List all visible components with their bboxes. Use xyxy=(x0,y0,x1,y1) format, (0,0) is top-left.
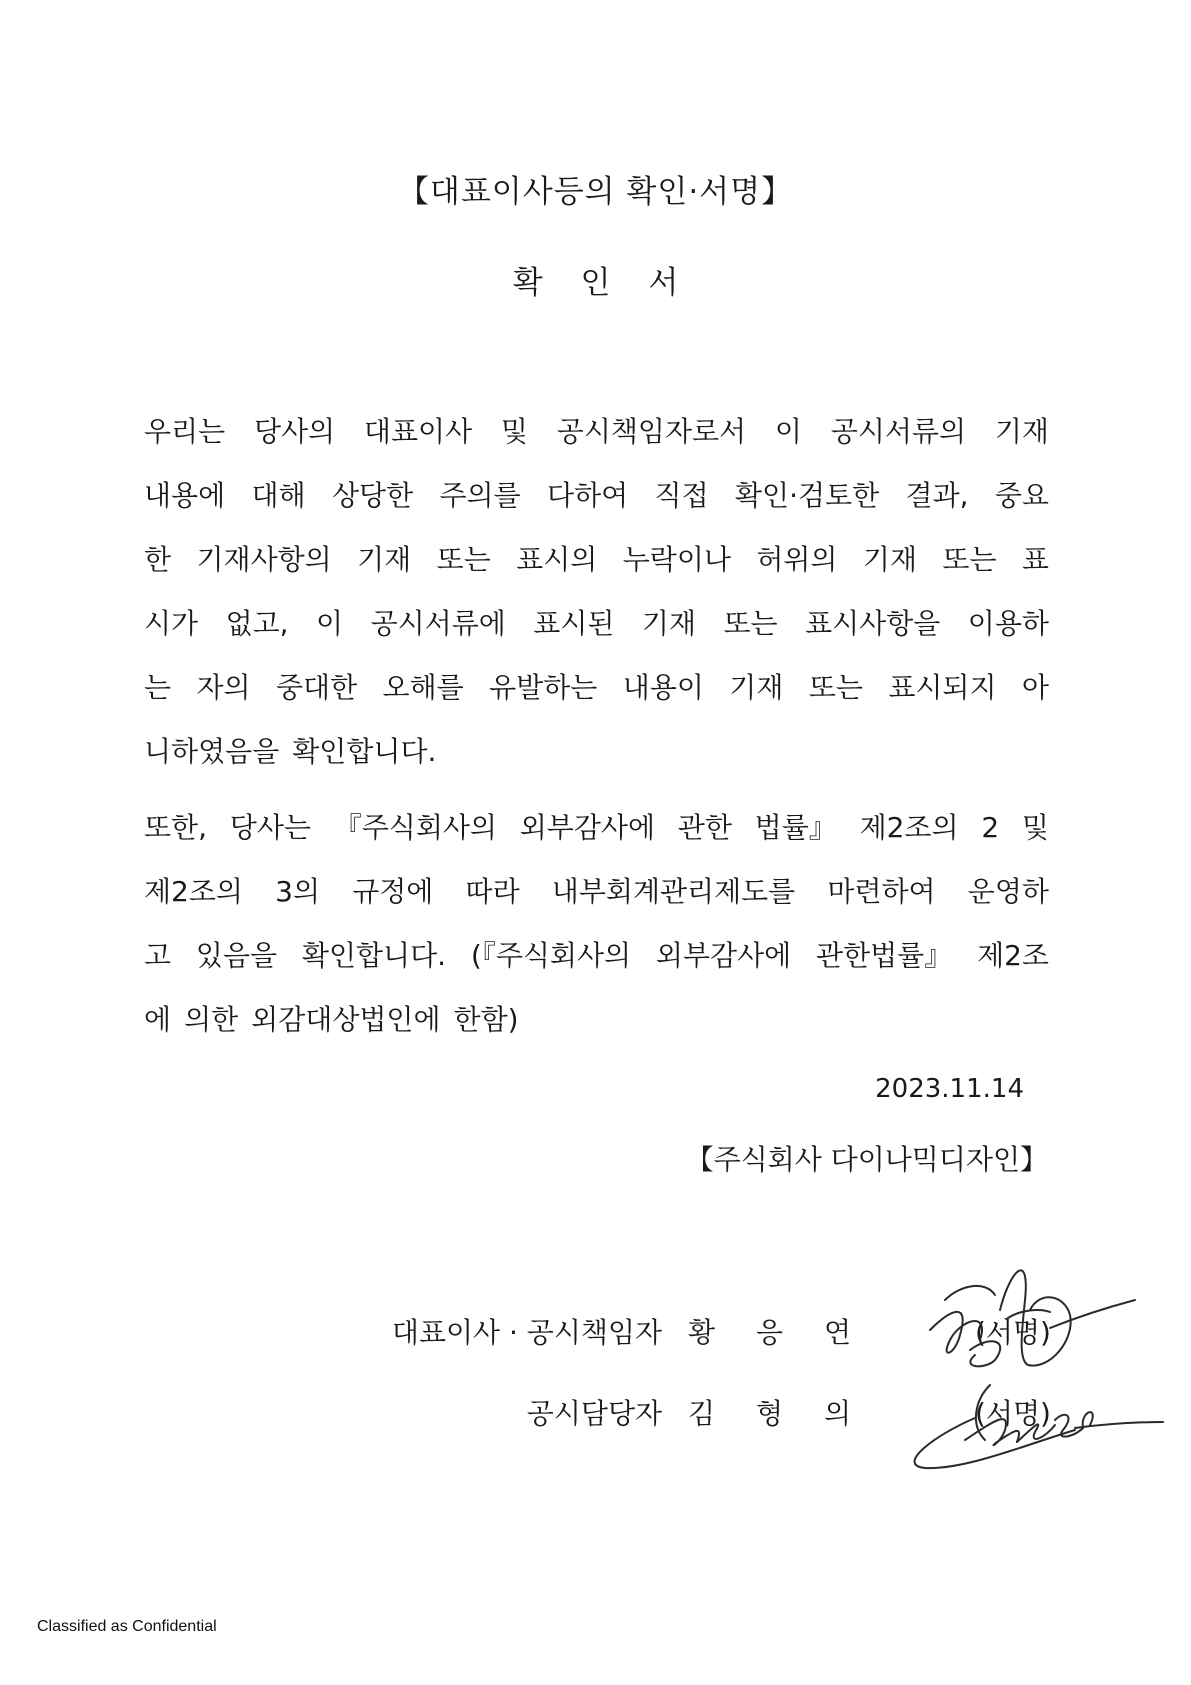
paragraph-word: 확인·검토한 xyxy=(735,479,880,512)
signatory-role: 대표이사 · 공시책임자 xyxy=(391,1316,663,1349)
confirmation-paragraph xyxy=(144,400,1049,784)
signature-label: (서명) xyxy=(975,1316,1051,1349)
paragraph-word: 이 xyxy=(774,415,802,448)
signatory-name: 황 응 연 xyxy=(688,1316,867,1349)
paragraph-word: 내부회계관리제도를 xyxy=(551,875,796,908)
paragraph-word: 상당한 xyxy=(331,479,414,512)
paragraph-word: 허위의 xyxy=(756,543,838,576)
paragraph-word: 또는 xyxy=(436,543,491,576)
paragraph-word: 이 xyxy=(316,607,344,640)
paragraph-word: 확인합니다. xyxy=(292,735,437,768)
paragraph-line xyxy=(144,720,1049,784)
document-date: 2023.11.14 xyxy=(875,1074,1024,1104)
paragraph-word: 또는 xyxy=(723,607,778,640)
paragraph-word: 직접 xyxy=(654,479,709,512)
signatory-ceo xyxy=(392,1311,867,1351)
paragraph-word: 표시사항을 xyxy=(805,607,941,640)
paragraph-word: 에 xyxy=(144,1003,172,1036)
paragraph-word: 기재사항의 xyxy=(196,543,332,576)
paragraph-line xyxy=(144,400,1049,464)
paragraph-word: 시가 xyxy=(144,607,199,640)
paragraph-word: 고 xyxy=(144,939,172,972)
paragraph-word: 기재 xyxy=(994,415,1049,448)
paragraph-word: 유발하는 xyxy=(489,671,598,704)
paragraph-word: 이용하 xyxy=(967,607,1049,640)
paragraph-word: 제2조 xyxy=(977,939,1049,972)
signatory-name: 김 형 의 xyxy=(688,1397,867,1430)
signatory-disclosure-officer xyxy=(527,1392,867,1432)
paragraph-line xyxy=(144,656,1049,720)
paragraph-word: 누락이나 xyxy=(622,543,731,576)
paragraph-line xyxy=(144,528,1049,592)
paragraph-word: 규정에 xyxy=(352,875,434,908)
paragraph-word: 대표이사 xyxy=(363,415,473,448)
paragraph-word: 외부감사에 xyxy=(519,811,655,844)
paragraph-word: 따라 xyxy=(465,875,520,908)
paragraph-word: 기재 xyxy=(357,543,412,576)
paragraph-word: 또는 xyxy=(808,671,863,704)
paragraph-word: 법률』 xyxy=(754,811,837,844)
paragraph-word: 『주식회사의 xyxy=(333,811,497,844)
paragraph-word: 는 xyxy=(144,671,172,704)
paragraph-word: 의한 xyxy=(184,1003,239,1036)
document-title: 【대표이사등의 확인·서명】 xyxy=(397,174,794,210)
paragraph-word: 관한 xyxy=(677,811,732,844)
paragraph-word: 내용에 xyxy=(144,479,226,512)
paragraph-word: 니하였음을 xyxy=(144,735,280,768)
paragraph-word: 공시서류의 xyxy=(830,415,967,448)
paragraph-word: 표시되지 xyxy=(888,671,997,704)
paragraph-word: 기재 xyxy=(729,671,784,704)
paragraph-word: 외감대상법인에 xyxy=(251,1003,441,1036)
paragraph-word: 주의를 xyxy=(439,479,521,512)
paragraph-word: 또는 xyxy=(942,543,997,576)
paragraph-word: 표 xyxy=(1021,543,1049,576)
paragraph-word: 확인합니다. xyxy=(301,939,447,972)
paragraph-word: 다하여 xyxy=(547,479,629,512)
paragraph-line xyxy=(144,464,1049,528)
confidentiality-footer: Classified as Confidential xyxy=(37,1618,217,1635)
signature-label: (서명) xyxy=(975,1397,1051,1430)
paragraph-word: 있음을 xyxy=(195,939,278,972)
paragraph-word: 결과, xyxy=(905,479,969,512)
paragraph-word: 당사의 xyxy=(253,415,336,448)
paragraph-word: 3의 xyxy=(275,875,321,908)
paragraph-word: 2 xyxy=(981,811,1000,844)
paragraph-word: 아 xyxy=(1021,671,1049,704)
paragraph-word: 공시책임자로서 xyxy=(556,415,747,448)
paragraph-word: 제2조의 xyxy=(144,875,243,908)
paragraph-line xyxy=(144,988,1049,1052)
signatory-role: 공시담당자 xyxy=(526,1397,663,1430)
paragraph-word: 및 xyxy=(500,415,528,448)
paragraph-word: (『주식회사의 xyxy=(470,939,632,972)
paragraph-line xyxy=(144,796,1049,860)
paragraph-line xyxy=(144,592,1049,656)
paragraph-word: 기재 xyxy=(862,543,917,576)
internal-control-paragraph xyxy=(144,796,1049,1052)
paragraph-word: 중요 xyxy=(994,479,1049,512)
paragraph-word: 및 xyxy=(1021,811,1049,844)
paragraph-line xyxy=(144,924,1049,988)
paragraph-word: 또한, xyxy=(144,811,207,844)
paragraph-word: 없고, xyxy=(225,607,289,640)
paragraph-word: 내용이 xyxy=(622,671,704,704)
paragraph-word: 당사는 xyxy=(229,811,311,844)
paragraph-word: 표시의 xyxy=(516,543,598,576)
paragraph-word: 오해를 xyxy=(382,671,464,704)
paragraph-word: 자의 xyxy=(196,671,251,704)
paragraph-word: 한 xyxy=(144,543,172,576)
paragraph-word: 대해 xyxy=(251,479,306,512)
paragraph-word: 관한법률』 xyxy=(816,939,953,972)
paragraph-word: 중대한 xyxy=(275,671,358,704)
paragraph-word: 한함) xyxy=(453,1003,519,1036)
paragraph-word: 외부감사에 xyxy=(655,939,792,972)
paragraph-word: 우리는 xyxy=(144,415,226,448)
paragraph-word: 표시된 xyxy=(533,607,615,640)
document-subtitle: 확 인 서 xyxy=(512,265,693,301)
paragraph-word: 기재 xyxy=(641,607,697,640)
paragraph-word: 운영하 xyxy=(967,875,1049,908)
paragraph-line xyxy=(144,860,1049,924)
company-name: 【주식회사 다이나믹디자인】 xyxy=(685,1143,1048,1176)
paragraph-word: 공시서류에 xyxy=(370,607,506,640)
paragraph-word: 제2조의 xyxy=(859,811,959,844)
paragraph-word: 마련하여 xyxy=(827,875,936,908)
